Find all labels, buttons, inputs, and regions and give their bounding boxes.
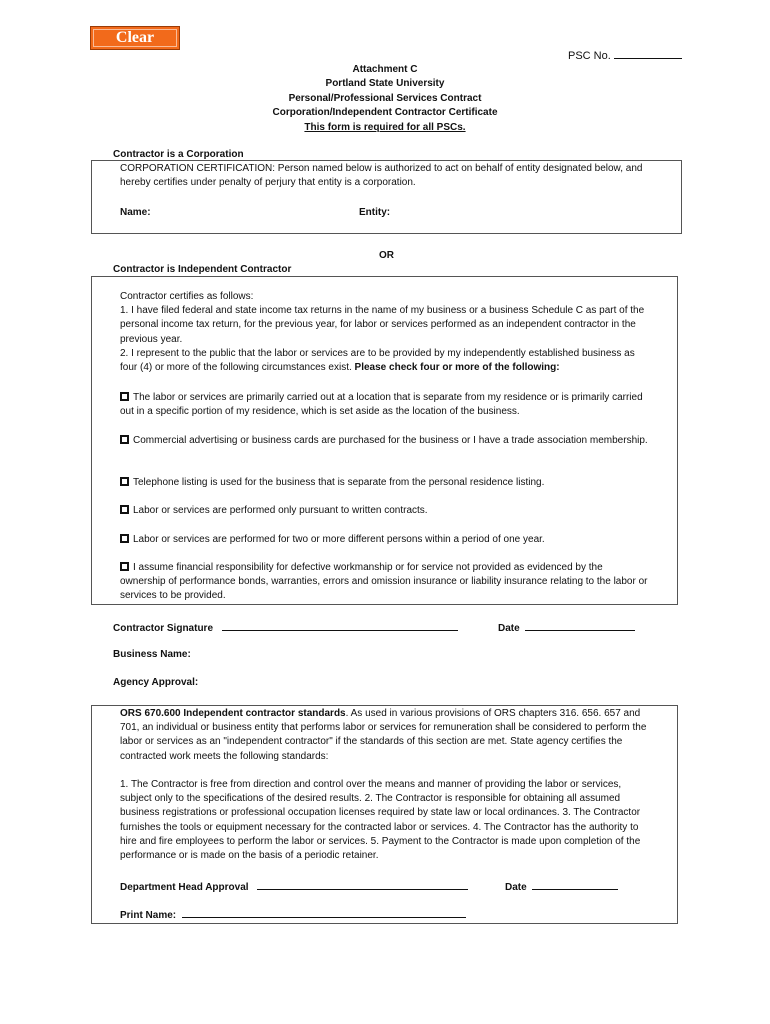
corporation-name-label: Name: xyxy=(120,207,151,218)
independent-item-2 xyxy=(120,347,648,375)
contractor-signature-label: Contractor Signature xyxy=(113,623,214,634)
ors-heading-title: ORS 670.600 Independent contractor standards xyxy=(120,708,346,719)
dept-date-label: Date xyxy=(505,882,527,893)
corporation-entity-label: Entity: xyxy=(359,207,391,218)
check-label-advertising: Commercial advertising or business cards are purchased for the business or I have a trade association membership. xyxy=(133,435,648,446)
dept-date-field[interactable] xyxy=(532,878,618,890)
or-divider: OR xyxy=(379,250,394,261)
contractor-signature-row xyxy=(113,619,458,636)
independent-item-1: 1. I have filed federal and state income tax returns in the name of my business or a business Schedule C as part of the personal income tax return, for the previous year, for labor or services performed as an independent contractor in the previous year. xyxy=(120,305,645,345)
contractor-date-row xyxy=(498,619,635,636)
check-label-financial-responsibility: I assume financial responsibility for defective workmanship or for service not provided as evidenced by the ownership of performance bonds, warranties, errors and omission insurance or liability insurance relating to the labor or services to be provided. xyxy=(120,562,648,602)
print-name-field[interactable] xyxy=(182,906,466,918)
header-contract-type: Personal/Professional Services Contract xyxy=(288,92,482,104)
check-label-telephone: Telephone listing is used for the business that is separate from the personal residence listing. xyxy=(133,477,545,488)
check-row-telephone xyxy=(120,476,648,490)
corporation-title: Contractor is a Corporation xyxy=(113,149,244,160)
dept-head-approval-label: Department Head Approval xyxy=(120,882,249,893)
independent-intro: Contractor certifies as follows: xyxy=(120,291,254,302)
checkbox-financial-responsibility[interactable] xyxy=(120,562,129,571)
checkbox-advertising[interactable] xyxy=(120,435,129,444)
check-label-written-contracts: Labor or services are performed only pursuant to written contracts. xyxy=(133,505,428,516)
check-row-multiple-persons xyxy=(120,533,648,547)
checkbox-separate-location[interactable] xyxy=(120,392,129,401)
independent-body xyxy=(120,290,648,375)
independent-item-2-text: 2. I represent to the public that the labor or services are to be provided by my independently established business as four (4) or more of the following circumstances exist. xyxy=(120,347,635,374)
form-header xyxy=(0,63,770,135)
business-name-label: Business Name: xyxy=(113,649,191,660)
corporation-name-field[interactable] xyxy=(158,203,348,219)
psc-label: PSC No. xyxy=(568,50,611,62)
dept-head-approval-row xyxy=(120,878,468,895)
check-label-separate-location: The labor or services are primarily carried out at a location that is separate from my residence or is primarily carried out in a specific portion of my residence, which is set aside as the location of the business. xyxy=(120,392,643,418)
contractor-date-label: Date xyxy=(498,623,520,634)
check-row-separate-location xyxy=(120,391,648,419)
checkbox-telephone[interactable] xyxy=(120,477,129,486)
check-row-written-contracts xyxy=(120,504,648,518)
independent-title: Contractor is Independent Contractor xyxy=(113,264,292,275)
header-requirement: This form is required for all PSCs. xyxy=(304,121,466,133)
dept-date-row xyxy=(505,878,618,895)
ors-heading xyxy=(120,707,648,764)
check-label-multiple-persons: Labor or services are performed for two or more different persons within a period of one year. xyxy=(133,534,545,545)
header-attachment: Attachment C xyxy=(352,64,418,75)
ors-heading-text: . As used in various provisions of ORS chapters 316. 656. 657 and 701, an individual or business entity that performs labor or services for remuneration shall be considered to perform the labor or services as an "independent contractor" if the standards of this section are met. State agency certifies the contracted work meets the following standards: xyxy=(120,708,647,762)
contractor-signature-field[interactable] xyxy=(222,619,458,631)
agency-approval-field[interactable] xyxy=(200,673,500,689)
ors-standards: 1. The Contractor is free from direction and control over the means and manner of providing the labor or services, subject only to the specifications of the desired results. 2. The Contractor is responsible for obtaining all assumed business registrations or professional occupation licenses required by state law or local ordinances. 3. The Contractor furnishes the tools or equipment necessary for the contracted labor or services. 4. The Contractor has the authority to hire and fire employees to perform the labor or services. 5. Payment to the Contractor is made upon completion of the performance or is made on the basis of a periodic retainer. xyxy=(120,779,641,862)
check-row-financial-responsibility xyxy=(120,561,648,604)
header-certificate: Corporation/Independent Contractor Certificate xyxy=(272,107,498,119)
clear-button[interactable]: Clear xyxy=(90,26,180,50)
checkbox-multiple-persons[interactable] xyxy=(120,534,129,543)
psc-number xyxy=(568,47,682,63)
checkbox-written-contracts[interactable] xyxy=(120,505,129,514)
corporation-entity-field[interactable] xyxy=(395,203,665,219)
ors-body xyxy=(120,707,648,764)
header-university: Portland State University xyxy=(325,78,445,90)
psc-number-field[interactable] xyxy=(614,47,682,59)
print-name-row xyxy=(120,906,466,923)
business-name-field[interactable] xyxy=(195,645,495,661)
agency-approval-label: Agency Approval: xyxy=(113,677,199,688)
contractor-date-field[interactable] xyxy=(525,619,635,631)
corporation-certification-text: CORPORATION CERTIFICATION: Person named below is authorized to act on behalf of entity designated below, and hereby certifies under penalty of perjury that entity is a corporation. xyxy=(120,163,643,189)
print-name-label: Print Name: xyxy=(120,910,177,921)
dept-head-approval-field[interactable] xyxy=(257,878,468,890)
check-row-advertising xyxy=(120,434,648,448)
independent-item-2-instruction: Please check four or more of the following: xyxy=(354,362,560,374)
